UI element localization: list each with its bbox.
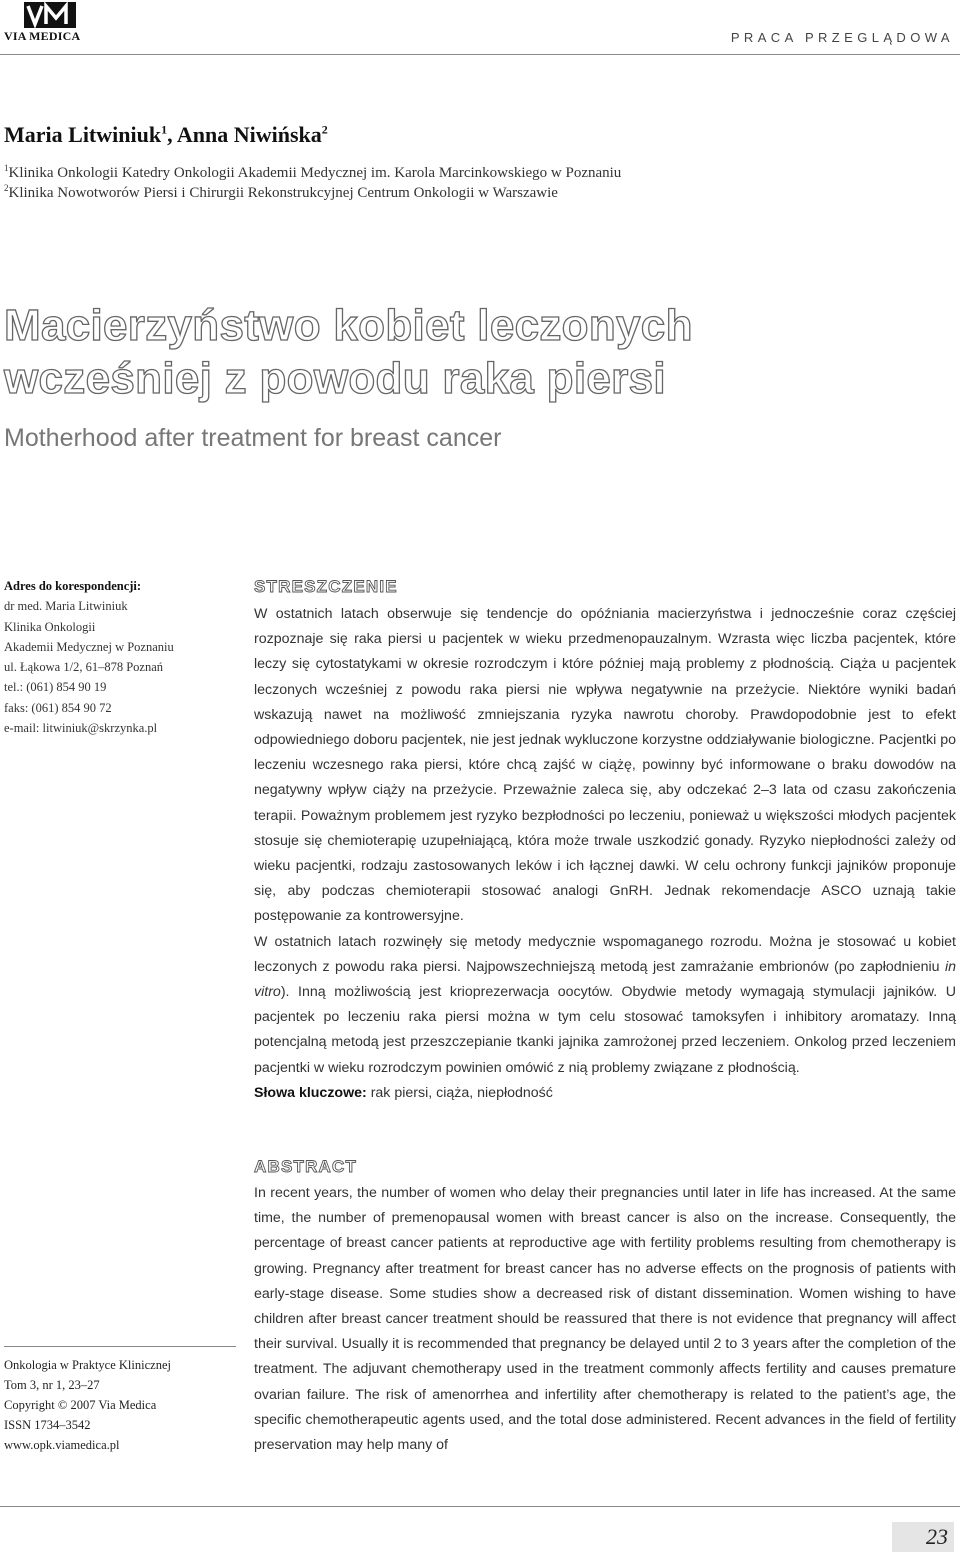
title-polish-line-2: wcześniej z powodu raka piersi [4,354,666,403]
page-number: 23 [926,1524,948,1549]
author-separator: , [167,122,177,147]
paragraph-text: ). Inną możliwością jest krioprezerwacja oocytów. Obydwie metody wymagają stymulacji jajników. U pacjentek po leczeniu raka piersi można w tym celu stosować tamoksyfen i inhibitory aromatazy. Inną potencjalną metodą jest przeszczepianie tkanki jajnika zamrożonej przed leczeniem. Onkolog przed leczeniem pacjentki w wieku rozrodczym powinien omówić z nią problemy związane z płodnością. [254,984,956,1076]
journal-info-divider [4,1346,236,1347]
journal-issn: ISSN 1734–3542 [4,1418,91,1432]
correspondence-line: tel.: (061) 854 90 19 [4,680,107,695]
correspondence-line: Akademii Medycznej w Poznaniu [4,639,174,654]
correspondence-heading: Adres do korespondencji: [4,579,142,593]
streszczenie-paragraph-2 [254,930,956,1081]
correspondence-line: Klinika Onkologii [4,619,96,634]
italic-term: in vitro [254,958,956,1001]
correspondence-address [4,576,244,738]
affiliation-text: Klinika Onkologii Katedry Onkologii Akademii Medycznej im. Karola Marcinkowskiego w Poznaniu [8,165,622,181]
streszczenie-heading: STRESZCZENIE [254,577,398,596]
keywords [254,1081,956,1106]
correspondence-line: dr med. Maria Litwiniuk [4,599,128,614]
author-name: Maria Litwiniuk [4,122,162,147]
footer-divider [0,1506,960,1507]
streszczenie-body [254,602,956,1106]
abstract-paragraph: In recent years, the number of women who delay their pregnancies until later in life has increased. At the same time, the number of premenopausal women with breast cancer is also on the increase. Consequently, the percentage of breast cancer patients at reproductive age with fertility problems resulting from chemotherapy is growing. Pregnancy after treatment for breast cancer has no adverse effects on the prognosis of patients with early-stage disease. Some studies show a decreased risk of distant dissemination. Women wishing to have children after breast cancer treatment should be reassured that there is not evidence that pregnancy will affect their survival. Usually it is recommended that pregnancy be delayed until 2 to 3 years after the completion of the treatment. The adjuvant chemotherapy used in the treatment commonly affects fertility and causes premature ovarian failure. The risk of amenorrhea and infertility after chemotherapy is related to the patient’s age, the specific chemotherapeutic agents used, and the total dose administered. Recent advances in the field of fertility preservation may help many of [254,1185,956,1454]
affiliation [4,163,621,182]
affiliation-text: Klinika Nowotworów Piersi i Chirurgii Rekonstrukcyjnej Centrum Onkologii w Warszawie [8,185,558,201]
journal-info [4,1355,171,1455]
affiliation [4,183,558,202]
header-divider [0,54,960,55]
author-affiliation-mark: 2 [321,122,328,137]
journal-website: www.opk.viamedica.pl [4,1438,120,1452]
author-affiliation-mark: 1 [161,122,168,137]
title-polish-line-1: Macierzyństwo kobiet leczonych [4,301,693,350]
author-name: Anna Niwińska [176,122,322,147]
abstract-heading: ABSTRACT [254,1157,358,1176]
keywords-text: rak piersi, ciąża, niepłodność [366,1084,553,1101]
logo-text: VIA MEDICA [4,29,81,43]
correspondence-line: ul. Łąkowa 1/2, 61–878 Poznań [4,660,164,675]
section-label: PRACA PRZEGLĄDOWA [730,30,954,45]
streszczenie-paragraph-1: W ostatnich latach obserwuje się tendencje do opóźniania macierzyństwa i jednocześnie coraz częściej rozpoznaje się raka piersi u pacjentek w wieku przedmenopauzalnym. Wzrasta więc liczba pacjentek, które leczy się cytostatykami w okresie rozrodczym i które później mają problemy z płodnością. Ciąża u pacjentek leczonych wcześniej z powodu raka piersi nie wpływa negatywnie na przeżycie. Niektóre wyniki badań wskazują nawet na możliwość zmniejszania ryzyka nawrotu choroby. Prawdopodobnie jest to efekt odpowiedniego doboru pacjentek, nie jest jednak wykluczone korzystne oddziaływanie biologiczne. Pacjentki po leczeniu wczesnego raka piersi, które chcą zajść w ciążę, powinny być informowane o braku dowodów na negatywny wpływ ciąży na przeżycie. Przeważnie zaleca się, aby odczekać 2–3 lata od czasu zakończenia terapii. Poważnym problemem jest ryzyko bezpłodności po leczeniu, ponieważ u większości młodych pacjentek stosuje się chemioterapię uzupełniającą, która może trwale uszkodzić gonady. Ryzyko niepłodności zależy od wieku pacjentki, rodzaju zastosowanych leków i ich łącznej dawki. W celu ochrony funkcji jajników proponuje się, aby podczas chemioterapii stosować analogi GnRH. Jednak rekomendacje ASCO uznają takie postępowanie za kontrowersyjne. [254,606,956,925]
correspondence-email: e-mail: litwiniuk@skrzynka.pl [4,721,158,736]
paragraph-text: W ostatnich latach rozwinęły się metody medycznie wspomaganego rozrodu. Można je stosować u kobiet leczonych z powodu raka piersi. Najpowszechniejszą metodą jest zamrażanie embrionów (po zapłodnieniu [254,933,956,975]
author-list [4,122,328,148]
correspondence-line: faks: (061) 854 90 72 [4,700,112,715]
keywords-label: Słowa kluczowe: [254,1084,367,1101]
affiliation-mark: 1 [4,163,9,173]
journal-issue: Tom 3, nr 1, 23–27 [4,1378,100,1392]
affiliation-mark: 2 [4,183,9,193]
abstract-body [254,1181,956,1458]
journal-copyright: Copyright © 2007 Via Medica [4,1398,157,1412]
title-english: Motherhood after treatment for breast cancer [4,424,502,452]
journal-name: Onkologia w Praktyce Klinicznej [4,1358,171,1372]
